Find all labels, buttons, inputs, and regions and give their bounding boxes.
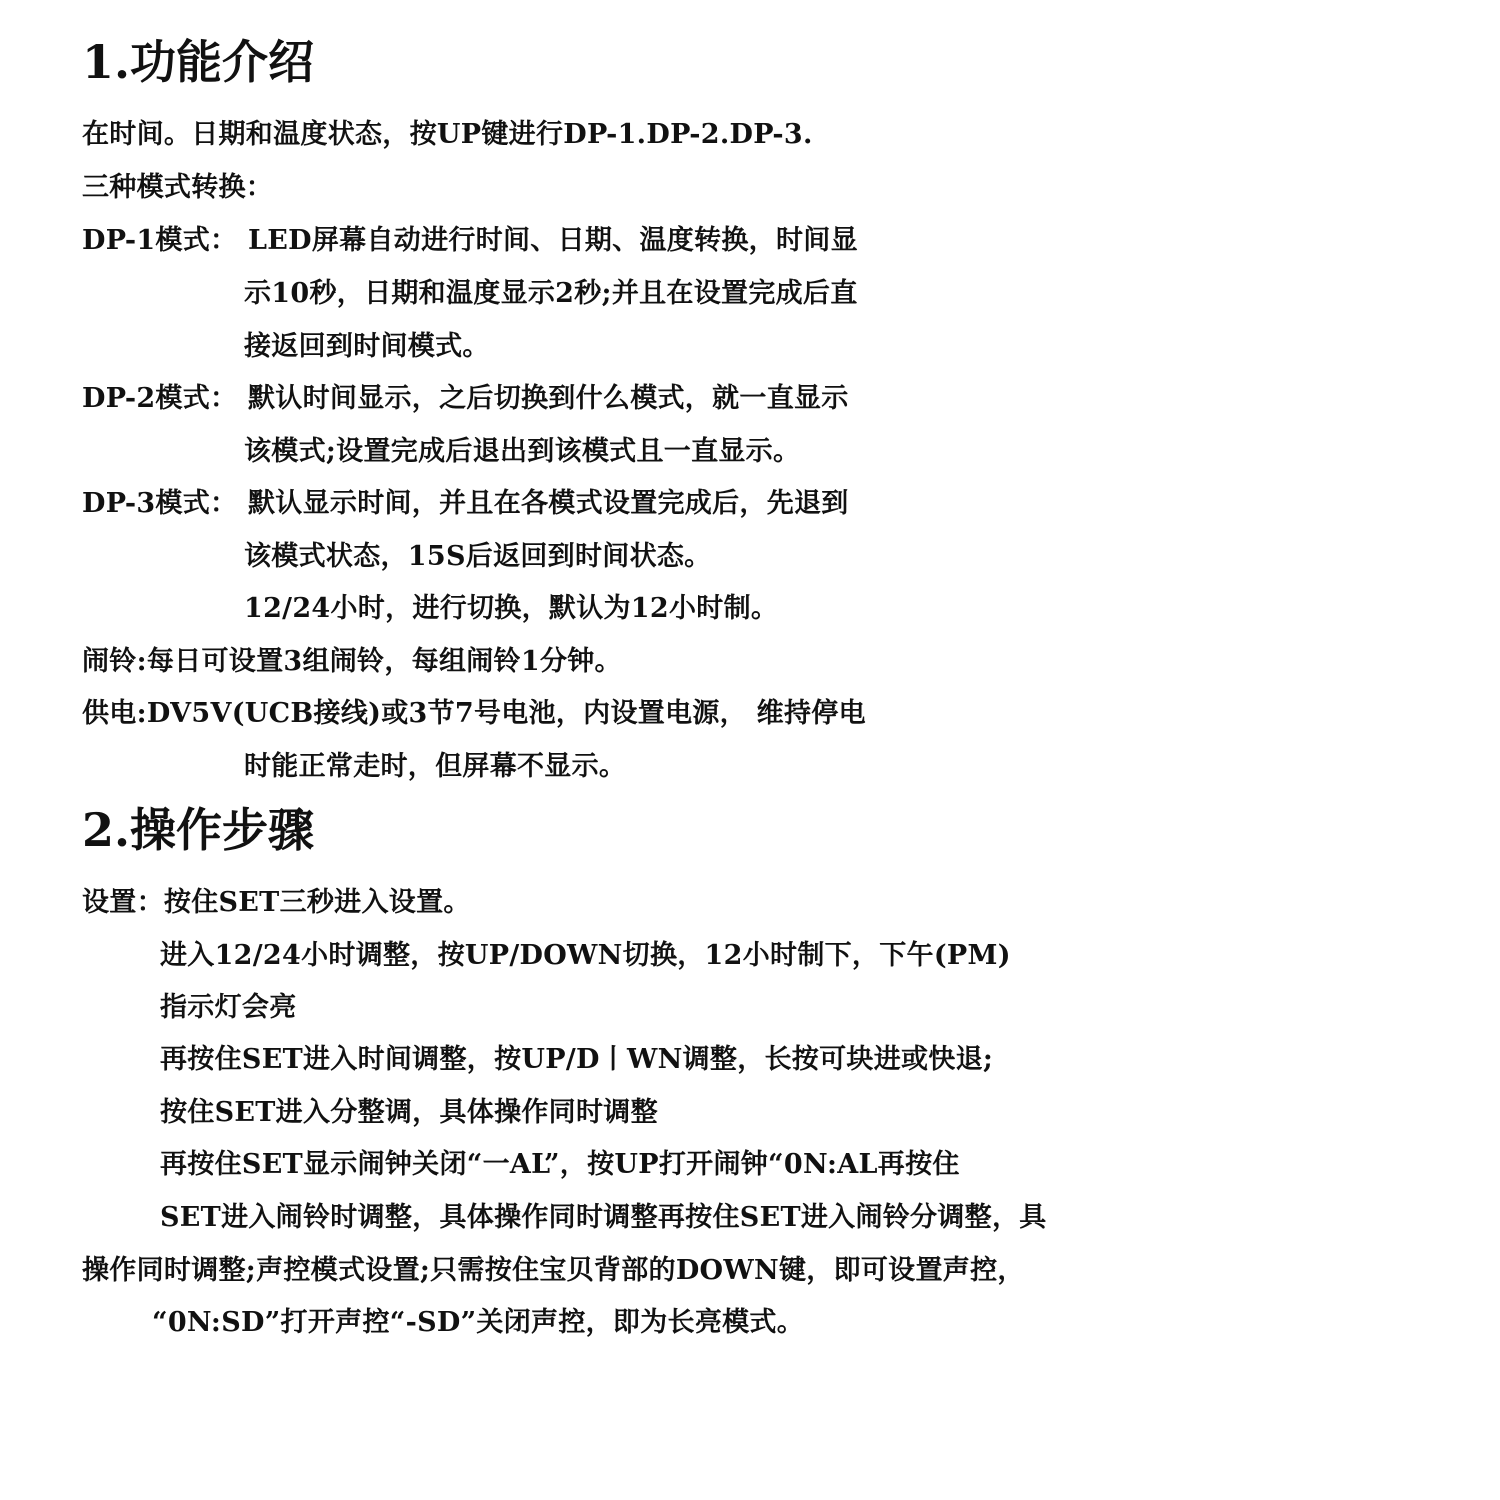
intro-line-2: 三种模式转换： xyxy=(82,172,274,203)
setup-line-6: 再按住SET显示闹钟关闭“一AL”，按UP打开闹钟“0N:AL再按住 xyxy=(160,1149,960,1180)
section-1-heading: 1.功能介绍 xyxy=(82,35,315,89)
dp2-line-2: 该模式;设置完成后退出到该模式且一直显示。 xyxy=(244,436,801,467)
setup-line-3: 指示灯会亮 xyxy=(160,992,297,1023)
setup-line-5: 按住SET进入分整调，具体操作同时调整 xyxy=(160,1097,658,1128)
dp1-line-1: LED屏幕自动进行时间、日期、温度转换，时间显 xyxy=(248,225,858,256)
dp1-line-2: 示10秒，日期和温度显示2秒;并且在设置完成后直 xyxy=(244,278,858,309)
setup-line-2: 进入12/24小时调整，按UP/DOWN切换，12小时制下，下午(PM) xyxy=(160,940,1011,971)
dp3-line-3: 12/24小时，进行切换，默认为12小时制。 xyxy=(244,593,779,624)
power-line-1: 供电:DV5V(UCB接线)或3节7号电池，内设置电源， 维持停电 xyxy=(82,698,866,729)
setup-line-1: 设置：按住SET三秒进入设置。 xyxy=(82,887,471,918)
setup-line-9: “0N:SD”打开声控“-SD”关闭声控，即为长亮模式。 xyxy=(152,1307,805,1338)
power-line-2: 时能正常走时，但屏幕不显示。 xyxy=(244,751,627,782)
dp3-label: DP-3模式： xyxy=(82,488,238,519)
setup-line-8: 操作同时调整;声控模式设置;只需按住宝贝背部的DOWN键，即可设置声控， xyxy=(82,1255,1025,1286)
intro-line-1: 在时间。日期和温度状态，按UP键进行DP-1.DP-2.DP-3. xyxy=(82,119,813,150)
dp2-line-1: 默认时间显示，之后切换到什么模式，就一直显示 xyxy=(248,383,849,414)
dp2-label: DP-2模式： xyxy=(82,383,238,414)
dp1-line-3: 接返回到时间模式。 xyxy=(244,331,490,362)
section-2-heading: 2.操作步骤 xyxy=(82,803,315,857)
dp1-label: DP-1模式： xyxy=(82,225,238,256)
dp3-line-1: 默认显示时间，并且在各模式设置完成后，先退到 xyxy=(248,488,849,519)
alarm-line: 闹铃:每日可设置3组闹铃，每组闹铃1分钟。 xyxy=(82,646,622,677)
dp3-line-2: 该模式状态，15S后返回到时间状态。 xyxy=(244,541,712,572)
setup-line-4: 再按住SET进入时间调整，按UP/D丨WN调整，长按可块进或快退; xyxy=(160,1044,994,1075)
setup-line-7: SET进入闹铃时调整，具体操作同时调整再按住SET进入闹铃分调整，具 xyxy=(160,1202,1047,1233)
